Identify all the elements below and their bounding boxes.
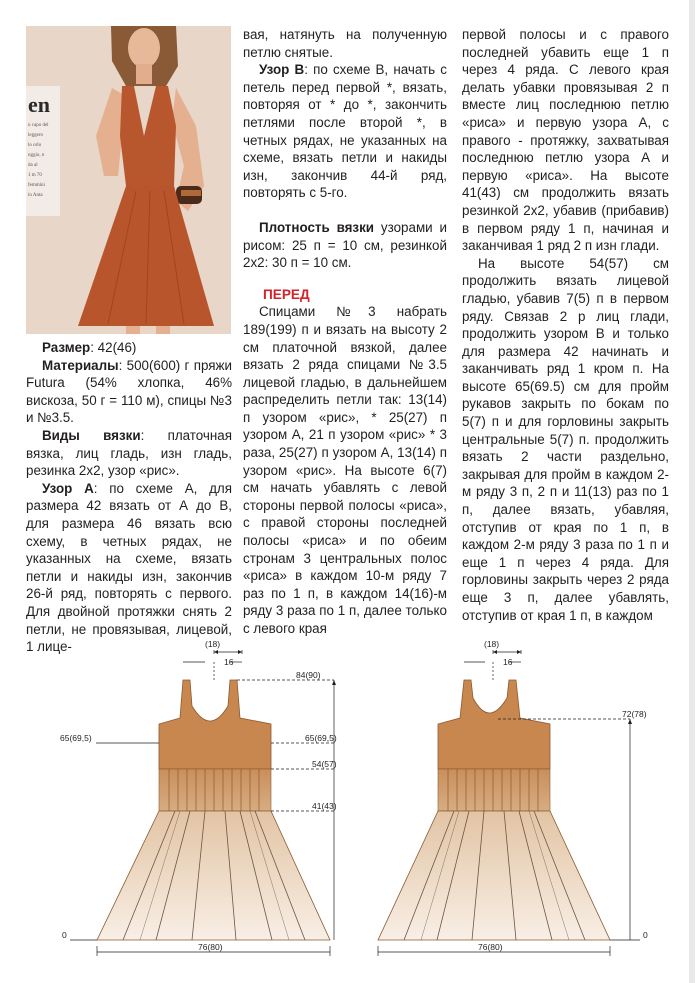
column-1	[26, 339, 232, 656]
pattern-b-label: Узор В	[259, 62, 305, 78]
materials-paragraph	[26, 357, 232, 427]
pattern-b-text: : по схеме В, начать с петель перед первой *, вязать, повторяя от * до *, закончить петлями после второй *, в четных рядах, не указанных на схеме, вязать петли и накиды изн, закончив 44-й ряд, повторять с 5-го.	[243, 62, 447, 201]
svg-text:1 m 70: 1 m 70	[28, 173, 42, 178]
size-paragraph	[26, 339, 232, 357]
back-dim-72-label: 72(78)	[622, 709, 647, 719]
dress-photo	[26, 26, 231, 334]
density-paragraph	[243, 219, 447, 272]
density-text: узорами и рисом: 25 п = 10 см, резинкой 2х2: 30 п = 10 см.	[243, 219, 447, 271]
svg-text:nggio, n: nggio, n	[28, 153, 45, 158]
garment-schematics	[0, 640, 695, 970]
back-skirt	[378, 811, 610, 940]
model-illustration	[26, 26, 231, 334]
front-bodice	[159, 680, 271, 769]
continuation-text: вая, натянуть на полученную петлю снятые.	[243, 27, 447, 60]
front-dim-84-label: 84(90)	[296, 670, 321, 680]
svg-text:in Anta: in Anta	[28, 193, 43, 198]
svg-text:da al: da al	[28, 163, 38, 168]
back-zero-label: 0	[643, 930, 648, 940]
back-strap-top-label: (18)	[484, 640, 500, 649]
knit-types-label: Виды вязки	[42, 427, 141, 443]
knit-types-text: : платочная вязка, лиц гладь, изн гладь, резинка 2х2, узор «рис».	[26, 427, 232, 479]
density-label: Плотность вязки	[259, 219, 375, 235]
front-strap-width-label: 16	[224, 657, 234, 667]
materials-text: : 500(600) г пряжи Futura (54% хлопка, 46% вискоза, 50 г = 110 м), спицы №3 и №3.5.	[26, 357, 232, 426]
pattern-a-label: Узор А	[42, 480, 94, 496]
front-dim-41-label: 41(43)	[312, 801, 337, 811]
size-label: Размер	[42, 340, 91, 355]
front-schematic	[60, 640, 337, 956]
size-value: : 42(46)	[90, 340, 137, 355]
back-ribbing	[438, 769, 550, 811]
front-strap-top-label: (18)	[205, 640, 221, 649]
column-3-paragraph-1: первой полосы и с правого последней убавить еще 1 п через 4 ряда. С левого края делать убавки провязывая 2 п вместе лиц последнюю петлю «риса» и первую узора А, с правого - протяжку, захватывая последнюю петлю узора А и первую «риса». На высоте 41(43) см продолжить вязать резинкой 2х2, убавив (прибавив) в первом ряду 1 п, начиная и заканчивая 1 ряд 2 п изн глади.	[462, 27, 669, 254]
front-heading: ПЕРЕД	[263, 286, 310, 302]
back-strap-width-label: 16	[503, 657, 513, 667]
back-schematic	[378, 640, 648, 956]
column-2	[243, 26, 447, 638]
pattern-a-paragraph	[26, 480, 232, 656]
svg-text:lo orlo: lo orlo	[28, 143, 42, 148]
column-3	[462, 26, 669, 624]
svg-text:leggero: leggero	[28, 133, 43, 138]
front-bottom-width-label: 76(80)	[198, 942, 223, 952]
front-ribbing	[159, 769, 271, 811]
front-zero-label: 0	[62, 930, 67, 940]
back-bottom-width-label: 76(80)	[478, 942, 503, 952]
front-dim-65-left-label: 65(69,5)	[60, 733, 92, 743]
front-dim-54-label: 54(57)	[312, 759, 337, 769]
back-bodice	[438, 680, 550, 769]
svg-text:femmini: femmini	[28, 183, 45, 188]
front-skirt	[97, 811, 330, 940]
column-3-paragraph-2: На высоте 54(57) см продолжить вязать лицевой гладью, убавив 7(5) п в первом ряду. Связав 2 р лиц глади, продолжить узором В и только для размера 42 начинать и заканчивать ряд 1 кром п. На высоте 65(69.5) см для пройм рукавов закрыть по бокам по 5(7) п и для горловины закрыть центральные 5(7) п. продолжить вязать 2 части раздельно, закрывая для пройм в каждом 2-м ряду 3 п, 2 п и 11(13) раз по 1 п, далее вязать, убавляя, отступив от края по 1 п, в каждом 2-м ряду 3 раза по 1 п и еще 1 п через 4 ряда. Для горловины закрыть через 2 ряда еще 3 п, далее убавлять, отступив от края 1 п, в каждом	[462, 255, 669, 623]
pattern-b-paragraph	[243, 61, 447, 202]
knit-types-paragraph	[26, 427, 232, 480]
svg-text:u capo del: u capo del	[28, 123, 49, 128]
page-edge	[689, 0, 695, 983]
front-dim-65-right-label: 65(69,5)	[305, 733, 337, 743]
materials-label: Материалы	[42, 357, 119, 373]
front-text: Спицами №3 набрать 189(199) п и вязать на высоту 2 см платочной вязкой, далее вязать 2 ряда спицами №3.5 лицевой гладью, в дальнейшем распределить петли так: 13(14) п узором «рис», * 25(27) п узором А, 21 п узором «рис» * 3 раза, 25(27) п узором А, 13(14) п узором «рис». На высоте 6(7) см начать убавлять с левой стороны первой полосы «риса», с правой стороны последней полосы «риса» и по обеим стронам 3 центральных полос «риса» в каждом 10-м ряду 7 раз по 1 п, в каждом 14(16)-м ряду 3 раза по 1 п, далее только с левого края	[243, 304, 447, 636]
magazine-logo-fragment: en	[28, 92, 50, 117]
pattern-a-text: : по схеме А, для размера 42 вязать от А до В, для размера 46 вязать всю схему, в четных рядах, не указанных на схеме, вязать петли и накиды изн, закончив 26-й ряд, повторять с первого. Для двойной протяжки снять 2 петли, не провязывая, лицевой, 1 лице-	[26, 480, 232, 655]
